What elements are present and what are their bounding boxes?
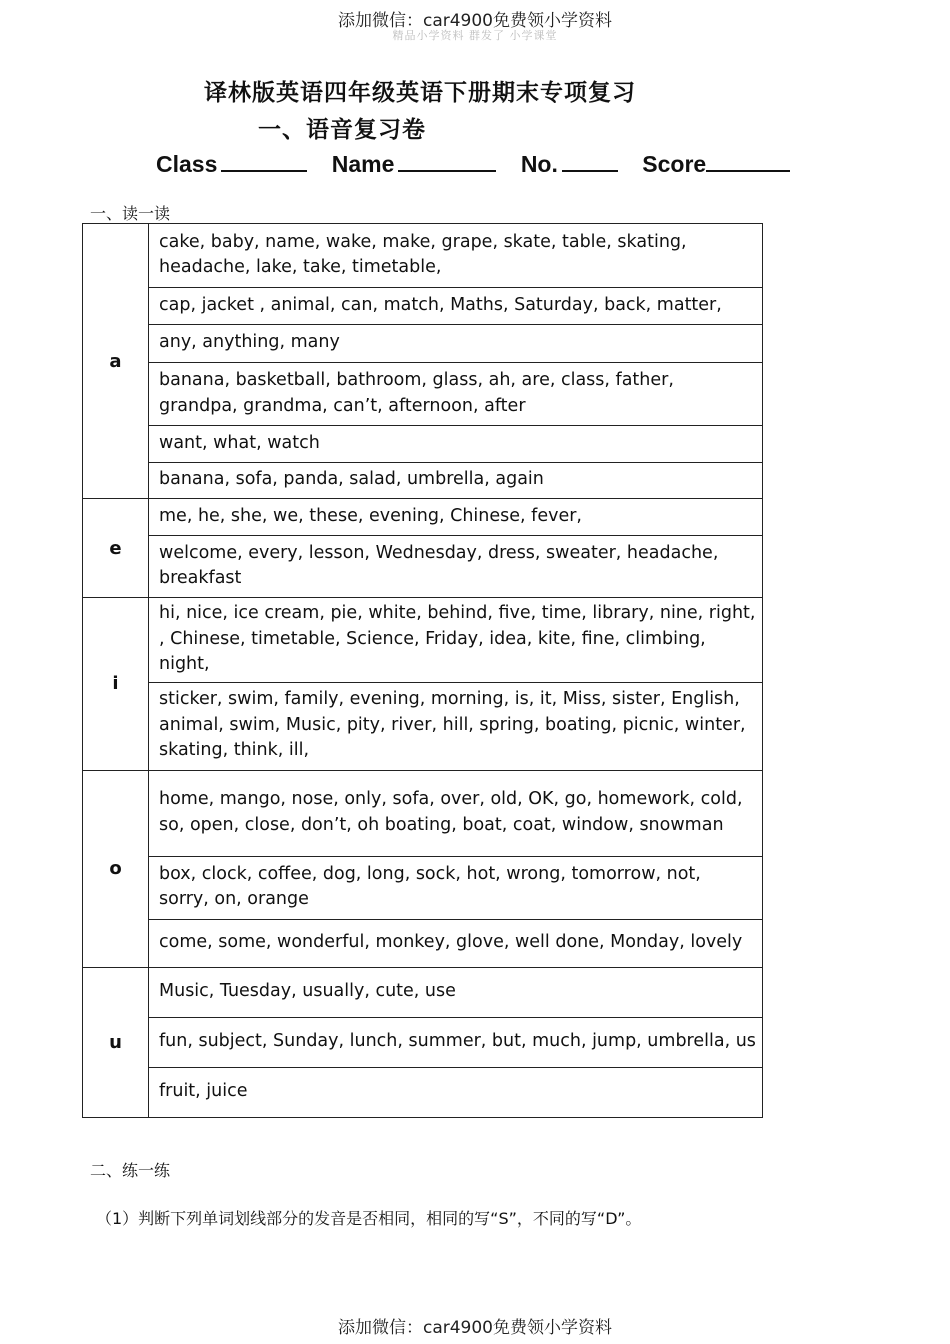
- section-2-heading: 二、练一练: [90, 1161, 171, 1180]
- word-list: me, he, she, we, these, evening, Chinese, fever,: [149, 499, 763, 536]
- name-field: [332, 148, 497, 178]
- word-list: any, anything, many: [149, 325, 763, 363]
- word-list: welcome, every, lesson, Wednesday, dress, sweater, headache, breakfast: [149, 536, 763, 598]
- number-field: [521, 148, 618, 178]
- word-list: fruit, juice: [149, 1067, 763, 1117]
- name-blank[interactable]: [398, 148, 496, 172]
- name-label: Name: [331, 151, 395, 177]
- table-row: [83, 598, 763, 683]
- table-row: [83, 463, 763, 499]
- table-row: [83, 967, 763, 1017]
- vowel-letter-a: a: [83, 224, 149, 499]
- word-list: banana, basketball, bathroom, glass, ah, are, class, father, grandpa, grandma, can’t, afternoon, after: [149, 363, 763, 426]
- page-title: 译林版英语四年级英语下册期末专项复习: [204, 80, 636, 106]
- word-list: banana, sofa, panda, salad, umbrella, again: [149, 463, 763, 499]
- word-list: cap, jacket , animal, can, match, Maths, Saturday, back, matter,: [149, 288, 763, 325]
- vowel-letter-o: o: [83, 770, 149, 967]
- number-blank[interactable]: [562, 148, 618, 172]
- table-row: [83, 536, 763, 598]
- table-row: [83, 363, 763, 426]
- section-1-heading: 一、读一读: [90, 204, 171, 223]
- table-row: [83, 1067, 763, 1117]
- vowel-letter-e: e: [83, 499, 149, 598]
- number-label: No.: [520, 151, 558, 177]
- table-row: [83, 288, 763, 325]
- watermark-ghost: 精品小学资料 群发了 小学课堂: [392, 29, 558, 42]
- word-list: home, mango, nose, only, sofa, over, old, OK, go, homework, cold, so, open, close, don’t, oh boating, boat, coat, window, snowman: [149, 770, 763, 856]
- table-row: [83, 325, 763, 363]
- student-info-line: [156, 148, 808, 178]
- table-row: [83, 1017, 763, 1067]
- vowel-letter-i: i: [83, 598, 149, 771]
- word-list: Music, Tuesday, usually, cute, use: [149, 967, 763, 1017]
- class-label: Class: [156, 151, 218, 177]
- page-subtitle: 一、语音复习卷: [258, 117, 426, 143]
- score-field: [642, 148, 790, 178]
- watermark-bottom: 添加微信：car4900免费领小学资料: [337, 1318, 613, 1338]
- table-row: [83, 770, 763, 856]
- word-list: sticker, swim, family, evening, morning, is, it, Miss, sister, English, animal, swim, Music, pity, river, hill, spring, boating, picnic, winter, skating, think, ill,: [149, 682, 763, 770]
- word-list: hi, nice, ice cream, pie, white, behind, five, time, library, nine, right, , Chinese, timetable, Science, Friday, idea, kite, fine, climbing, night,: [149, 598, 763, 683]
- word-list: fun, subject, Sunday, lunch, summer, but, much, jump, umbrella, us: [149, 1017, 763, 1067]
- score-label: Score: [642, 151, 707, 177]
- word-list: want, what, watch: [149, 426, 763, 463]
- word-list: cake, baby, name, wake, make, grape, skate, table, skating, headache, lake, take, timetable,: [149, 224, 763, 288]
- table-row: [83, 499, 763, 536]
- table-row: [83, 224, 763, 288]
- watermark-top: 添加微信：car4900免费领小学资料: [337, 11, 613, 31]
- table-row: [83, 682, 763, 770]
- vowel-table: [82, 223, 763, 1118]
- vowel-letter-u: u: [83, 967, 149, 1117]
- score-blank[interactable]: [706, 148, 790, 172]
- table-row: [83, 919, 763, 967]
- word-list: come, some, wonderful, monkey, glove, well done, Monday, lovely: [149, 919, 763, 967]
- table-row: [83, 856, 763, 919]
- table-row: [83, 426, 763, 463]
- exercise-instruction: （1）判断下列单词划线部分的发音是否相同，相同的写“S”，不同的写“D”。: [96, 1209, 642, 1228]
- class-blank[interactable]: [221, 148, 307, 172]
- word-list: box, clock, coffee, dog, long, sock, hot, wrong, tomorrow, not, sorry, on, orange: [149, 856, 763, 919]
- class-field: [156, 148, 307, 178]
